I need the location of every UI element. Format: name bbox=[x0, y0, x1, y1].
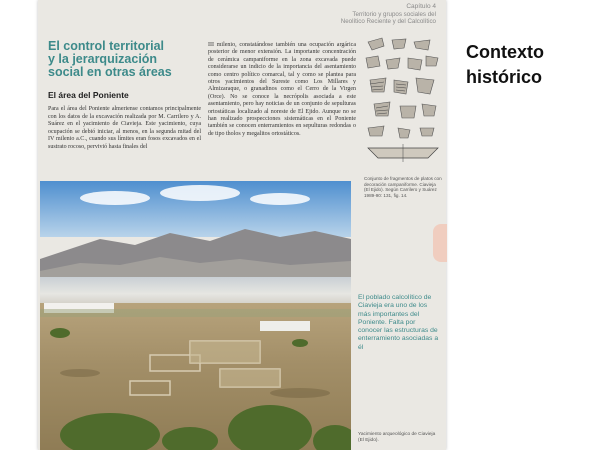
body-text-column-2: III milenio, constatándose también una ocupación argárica posterior de menor extensión. La importante concentración de cerámica campaniforme en la zona excavada puede considerarse un indicio de la importancia del asentamiento como centro político comarcal, tal y como se plantea para otros yacimientos del Sureste como Los Millares y Almizaraque, o granadinos como el Cerro de la Virgen (Orce). No se conoce la necrópolis asociada a este asentamiento, pero hay noticias de un conjunto de sepulturas ortostáticas localizado al noreste de El Ejido. Aunque no se han realizado prospecciones sistemáticas en el Poniente también se conocen enterramientos en sepulturas redondas o de tipo tholos y megalitos ortostáticos. bbox=[208, 42, 356, 137]
chapter-title-line2: Neolítico Reciente y del Calcolítico bbox=[340, 18, 436, 25]
section-title-line3: social en otras áreas bbox=[48, 65, 172, 79]
landscape-photo bbox=[40, 181, 351, 450]
book-page-photo bbox=[38, 0, 446, 450]
body-text-column-1: Para el área del Poniente almeriense contamos principalmente con los datos de la excavación realizada por M. Carrilero y A. Suárez en el yacimiento de Ciavieja. Este yacimiento, cuya ocupación se debió iniciar, al menos, en la segunda mitad del IV milenio a.C., cuando sus límites eran fosos excavados en el sustrato rocoso, pervivió hasta finales del bbox=[48, 106, 201, 150]
photo-credit: Yacimiento arqueológico de Ciavieja (El Ejido). bbox=[358, 432, 436, 443]
subheading: El área del Poniente bbox=[48, 90, 129, 100]
chapter-title-line1: Territorio y grupos sociales del bbox=[352, 10, 436, 18]
slide-label-line1: Contexto bbox=[466, 42, 544, 62]
pottery-fragments-figure bbox=[364, 36, 442, 164]
section-title-line2: y la jerarquización bbox=[48, 52, 158, 66]
chapter-number: Capítulo 4 bbox=[406, 3, 436, 10]
section-title bbox=[48, 40, 198, 79]
figure-caption: Conjunto de fragmentos de platos con decoración campaniforme. Ciavieja (El Ejido). Según Carrilero y Suárez 1989-90: 131, fig. 14. bbox=[364, 176, 442, 198]
thumb bbox=[433, 224, 447, 262]
photo-caption: El poblado calcolítico de Ciavieja era uno de los más importantes del Poniente. Falta por conocer las estructuras de enterramiento asociadas a él bbox=[358, 294, 439, 351]
slide-label-line2: histórico bbox=[466, 67, 543, 87]
chapter-header bbox=[296, 3, 436, 26]
section-title-line1: El control territorial bbox=[48, 39, 164, 53]
slide-label bbox=[466, 40, 596, 90]
